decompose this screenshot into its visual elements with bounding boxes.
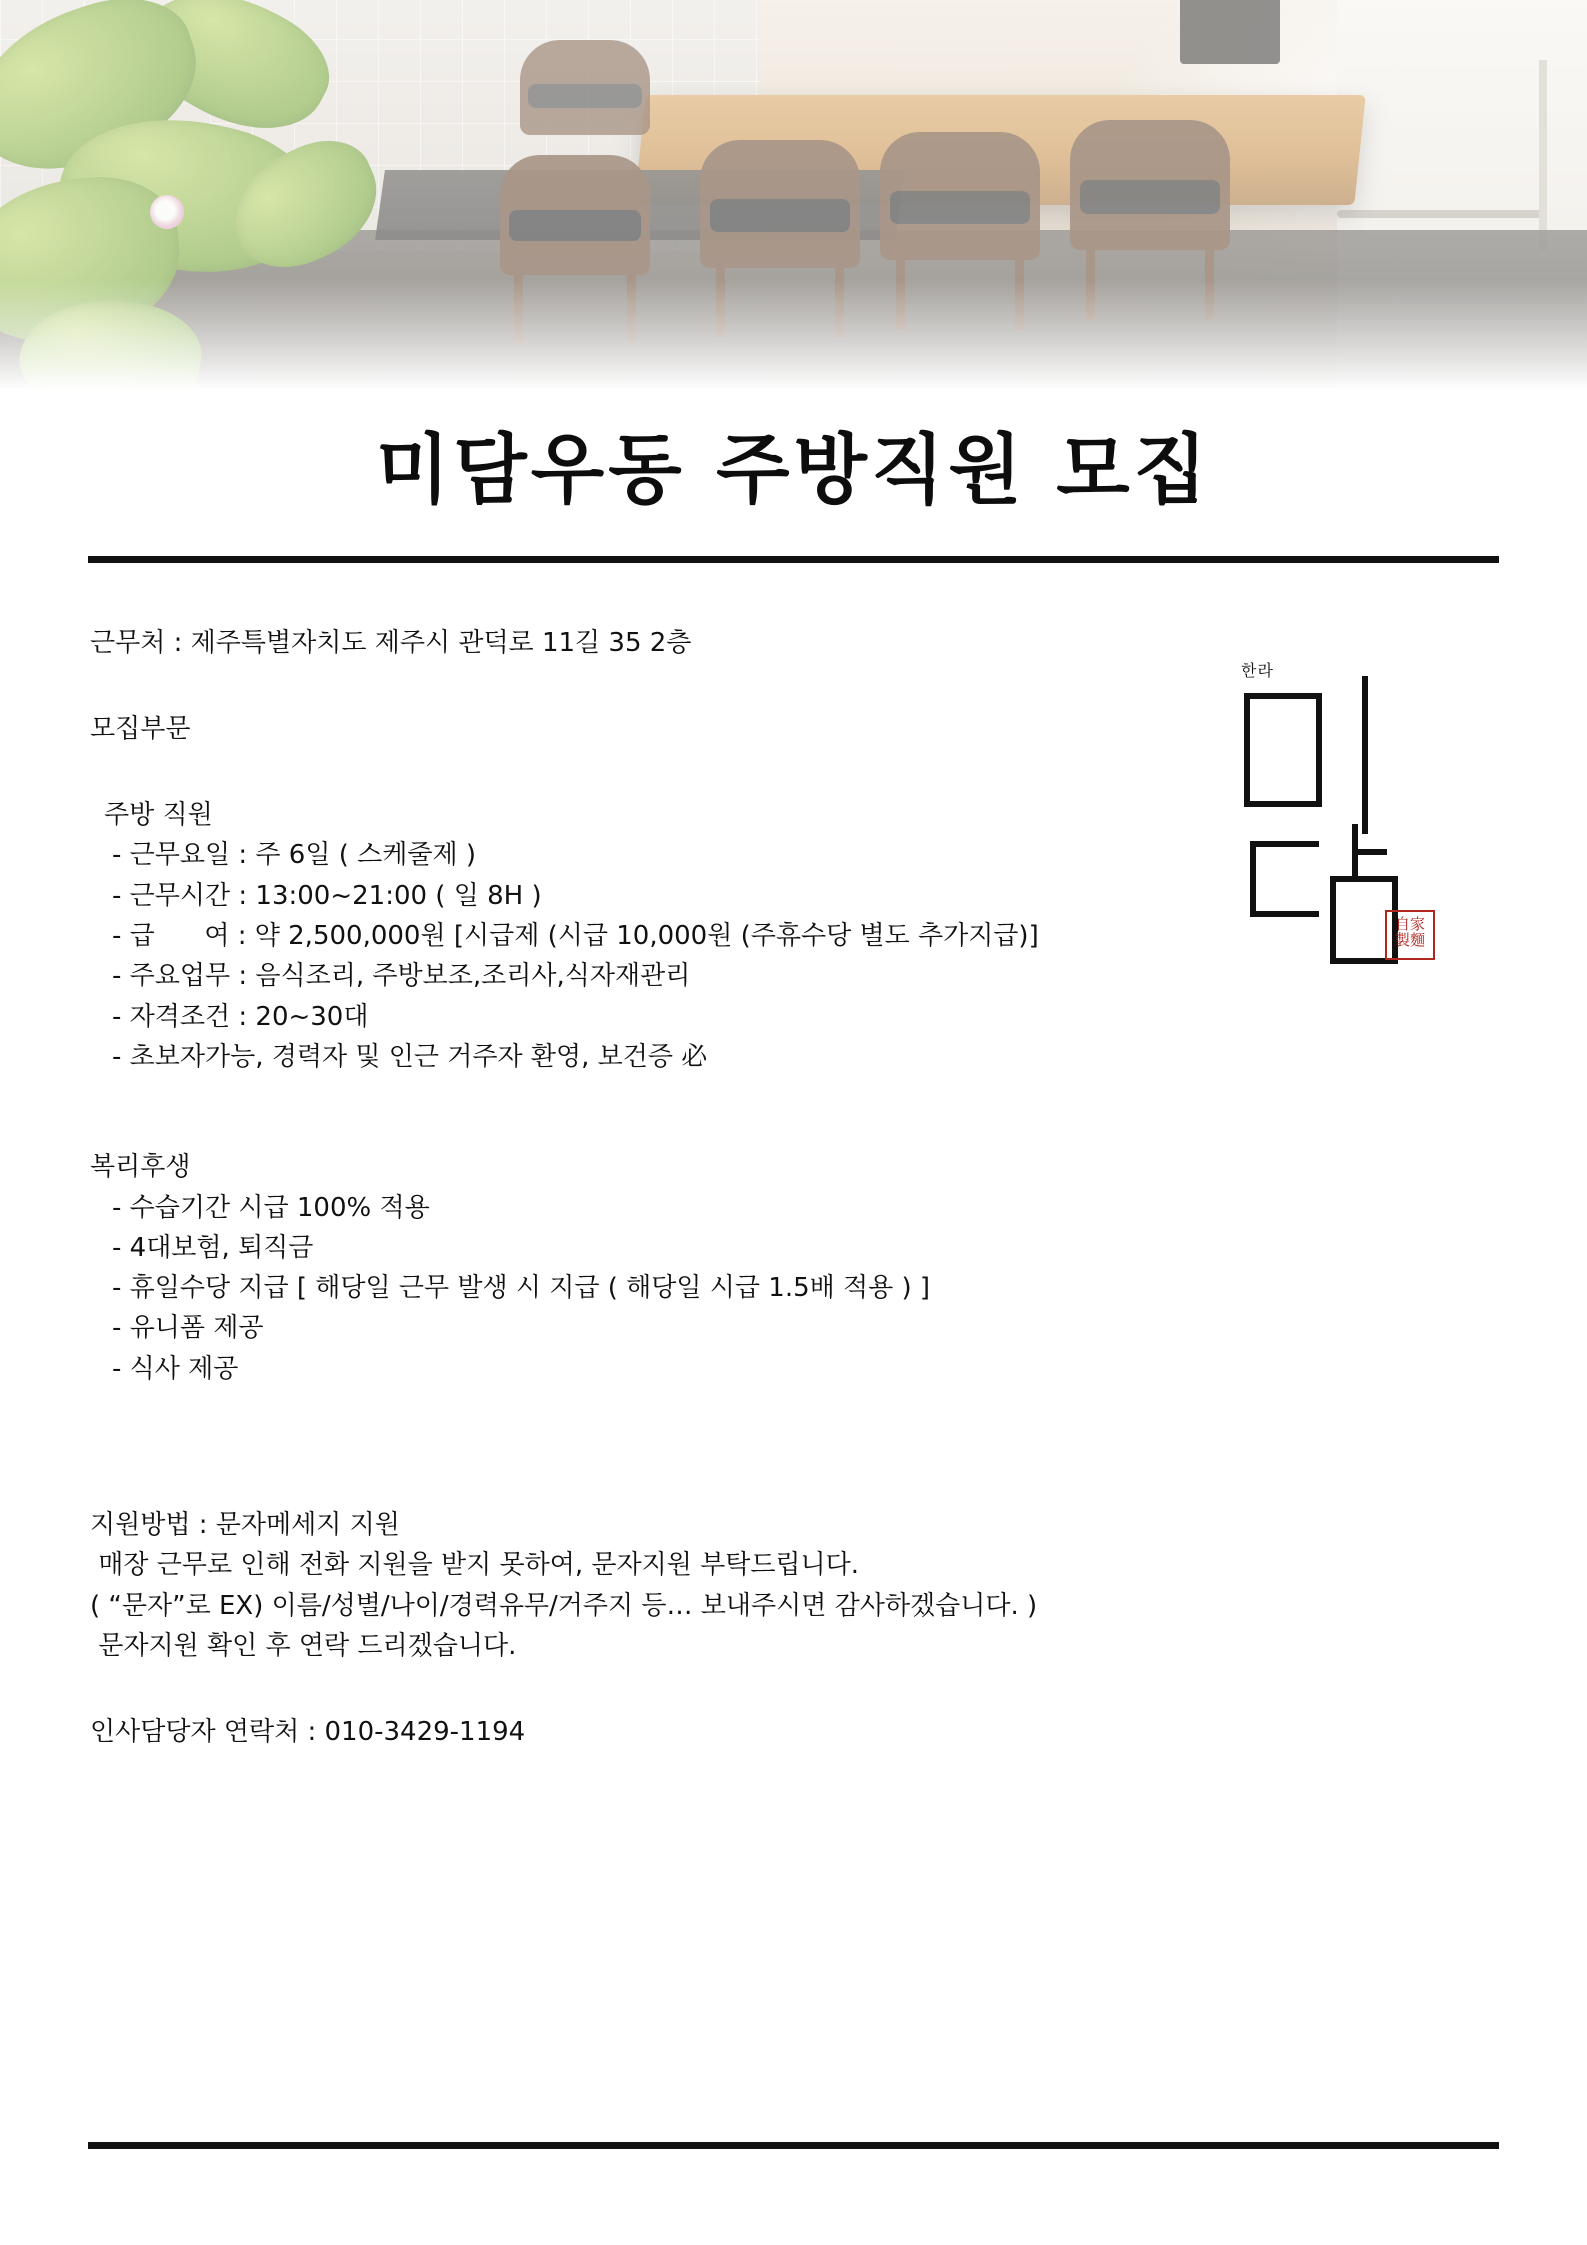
- title-section: [0, 425, 1587, 514]
- divider-top: [88, 556, 1499, 563]
- divider-bottom: [88, 2142, 1499, 2149]
- hero-photo-band: [0, 0, 1587, 400]
- apply-line: ( “문자”로 EX) 이름/성별/나이/경력유무/거주지 등… 보내주시면 감사하겠습니다. ): [90, 1590, 1038, 1621]
- contact-line: 인사담당자 연락처 : 010-3429-1194: [90, 1717, 526, 1748]
- apply-line: 매장 근무로 인해 전화 지원을 받지 못하여, 문자지원 부탁드립니다.: [90, 1550, 860, 1581]
- benefits-item: - 유니폼 제공: [112, 1313, 264, 1344]
- benefits-item: - 휴일수당 지급 [ 해당일 근무 발생 시 지급 ( 해당일 시급 1.5배 적용 ) ]: [112, 1273, 931, 1304]
- benefits-item: - 식사 제공: [112, 1353, 239, 1384]
- apply-heading: 지원방법 : 문자메세지 지원: [90, 1510, 400, 1541]
- workplace-line: 근무처 : 제주특별자치도 제주시 관덕로 11길 35 2층: [90, 627, 692, 658]
- benefits-heading: 복리후생: [90, 1152, 191, 1183]
- position-item: - 주요업무 : 음식조리, 주방보조,조리사,식자재관리: [112, 961, 691, 992]
- apply-line: 문자지원 확인 후 연락 드리겠습니다.: [90, 1630, 517, 1661]
- poster-body: [0, 623, 1587, 1753]
- photo-bottom-fade: [0, 280, 1587, 400]
- position-item: - 초보자가능, 경력자 및 인근 거주자 환영, 보건증 必: [112, 1041, 708, 1072]
- benefits-item: - 수습기간 시급 100% 적용: [112, 1192, 430, 1223]
- position-item: - 근무시간 : 13:00~21:00 ( 일 8H ): [112, 880, 542, 911]
- stamp-line-2: 製麵: [1394, 930, 1425, 949]
- recruit-heading: 모집부문: [90, 713, 191, 744]
- position-item: - 급 여 : 약 2,500,000원 [시급제 (시급 10,000원 (주휴수당 별도 추가지급)]: [112, 921, 1039, 952]
- restaurant-interior-image: [0, 0, 1587, 400]
- benefits-item: - 4대보험, 퇴직금: [112, 1232, 314, 1263]
- logo-sub-label: 한라: [1241, 661, 1274, 680]
- position-item: - 근무요일 : 주 6일 ( 스케줄제 ): [112, 840, 476, 871]
- position-item: - 자격조건 : 20~30대: [112, 1001, 369, 1032]
- page-title: 미담우동 주방직원 모집: [375, 425, 1212, 514]
- stamp-line-1: 自家: [1394, 915, 1425, 933]
- position-title: 주방 직원: [104, 800, 213, 831]
